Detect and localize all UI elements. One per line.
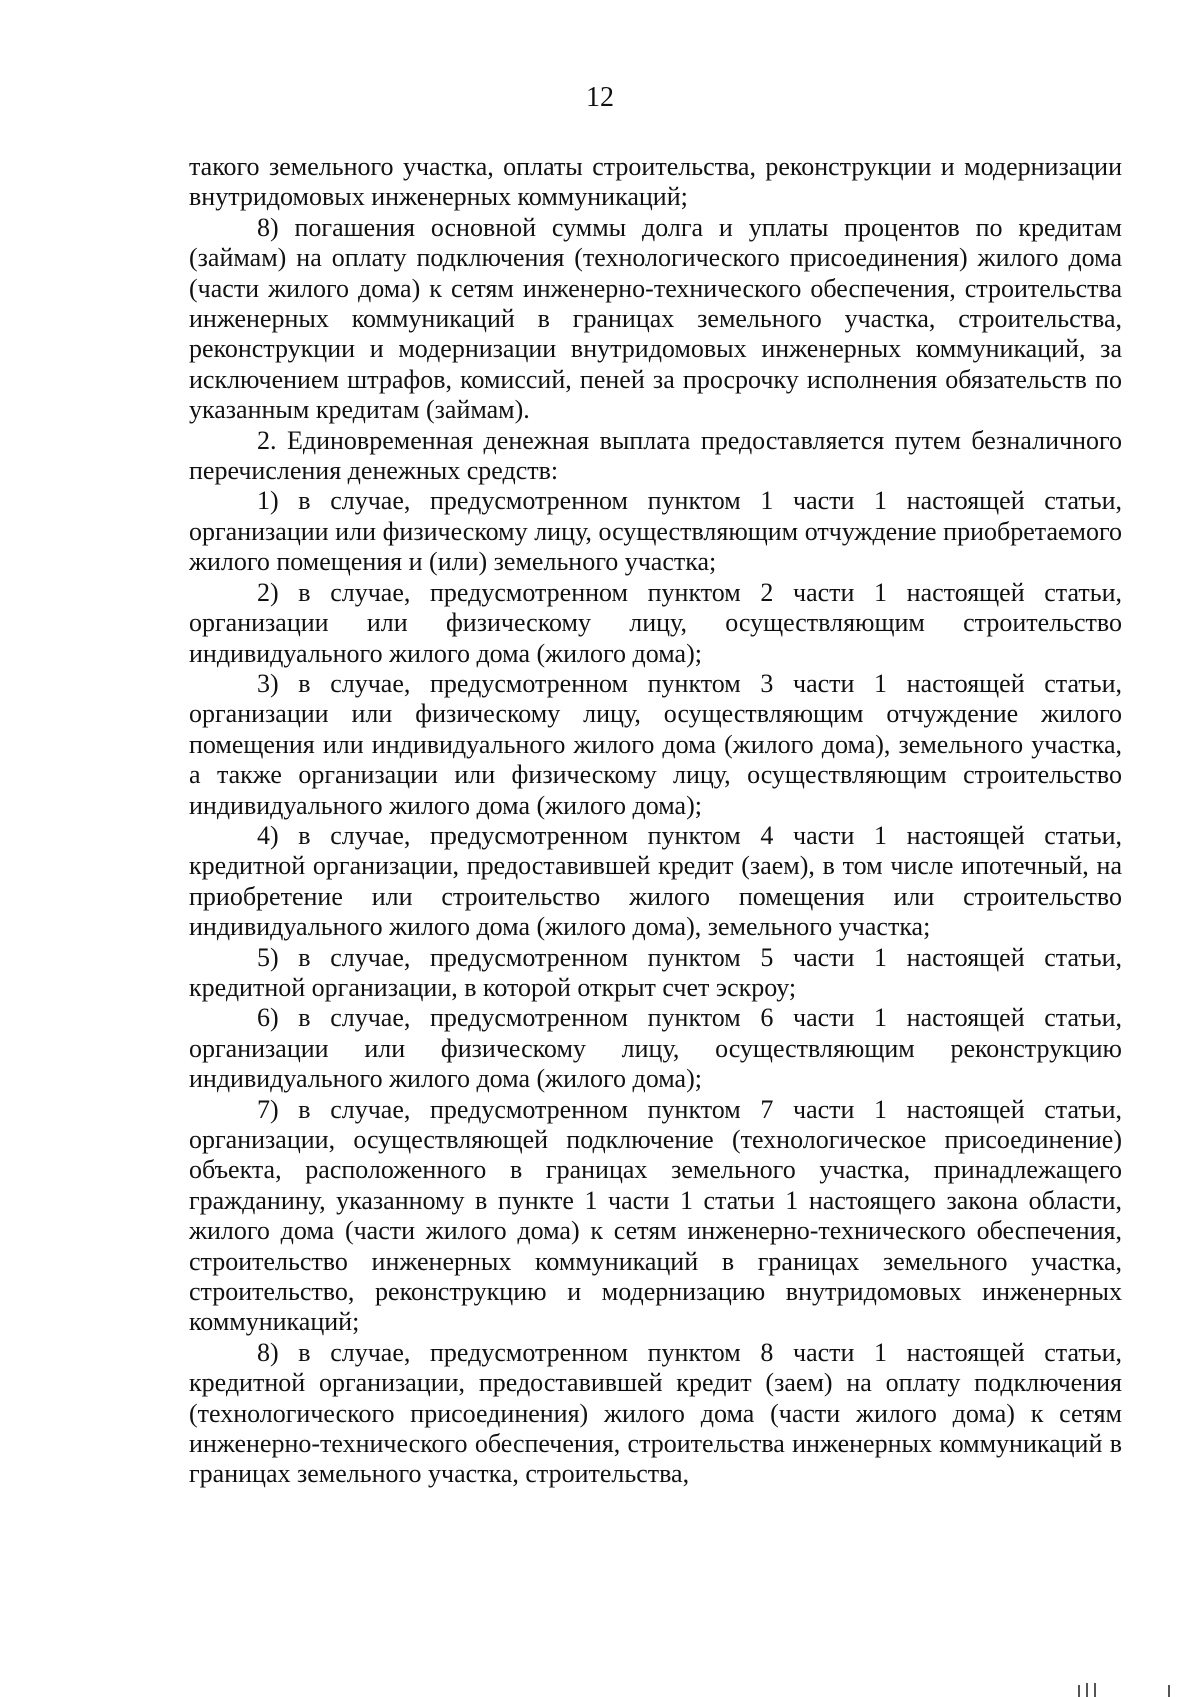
paragraph-continuation: такого земельного участка, оплаты строительства, реконструкции и модернизации внутридомовых инженерных коммуникаций; bbox=[189, 152, 1122, 212]
document-body bbox=[189, 152, 1122, 1490]
paragraph-subitem-2: 2) в случае, предусмотренном пунктом 2 части 1 настоящей статьи, организации или физическому лицу, осуществляющим строительство индивидуального жилого дома (жилого дома); bbox=[189, 577, 1122, 668]
paragraph-item-8-repayment: 8) погашения основной суммы долга и уплаты процентов по кредитам (займам) на оплату подключения (технологического присоединения) жилого дома (части жилого дома) к сетям инженерно-технического обеспечения, строительства инженерных коммуникаций в границах земельного участка, строительства, реконструкции и модернизации внутридомовых инженерных коммуникаций, за исключением штрафов, комиссий, пеней за просрочку исполнения обязательств по указанным кредитам (займам). bbox=[189, 212, 1122, 425]
paragraph-subitem-3: 3) в случае, предусмотренном пунктом 3 части 1 настоящей статьи, организации или физическому лицу, осуществляющим отчуждение жилого помещения или индивидуального жилого дома (жилого дома), земельного участка, а также организации или физическому лицу, осуществляющим строительство индивидуального жилого дома (жилого дома); bbox=[189, 668, 1122, 820]
paragraph-subitem-1: 1) в случае, предусмотренном пунктом 1 части 1 настоящей статьи, организации или физическому лицу, осуществляющим отчуждение приобретаемого жилого помещения и (или) земельного участка; bbox=[189, 486, 1122, 577]
paragraph-subitem-6: 6) в случае, предусмотренном пунктом 6 части 1 настоящей статьи, организации или физическому лицу, осуществляющим реконструкцию индивидуального жилого дома (жилого дома); bbox=[189, 1003, 1122, 1094]
paragraph-subitem-5: 5) в случае, предусмотренном пунктом 5 части 1 настоящей статьи, кредитной организации, в которой открыт счет эскроу; bbox=[189, 942, 1122, 1002]
page-number: 12 bbox=[586, 82, 614, 113]
paragraph-part-2-heading: 2. Единовременная денежная выплата предоставляется путем безналичного перечисления денежных средств: bbox=[189, 425, 1122, 486]
paragraph-subitem-8: 8) в случае, предусмотренном пунктом 8 части 1 настоящей статьи, кредитной организации, предоставившей кредит (заем) на оплату подключения (технологического присоединения) жилого дома (части жилого дома) к сетям инженерно-технического обеспечения, строительства инженерных коммуникаций в границах земельного участка, строительства, bbox=[189, 1337, 1122, 1489]
scan-artifact-marks bbox=[1060, 1680, 1180, 1697]
paragraph-subitem-4: 4) в случае, предусмотренном пунктом 4 части 1 настоящей статьи, кредитной организации, предоставившей кредит (заем), в том числе ипотечный, на приобретение или строительство жилого помещения или строительство индивидуального жилого дома (жилого дома), земельного участка; bbox=[189, 820, 1122, 942]
paragraph-subitem-7: 7) в случае, предусмотренном пунктом 7 части 1 настоящей статьи, организации, осуществляющей подключение (технологическое присоединение) объекта, расположенного в границах земельного участка, принадлежащего гражданину, указанному в пункте 1 части 1 статьи 1 настоящего закона области, жилого дома (части жилого дома) к сетям инженерно-технического обеспечения, строительство инженерных коммуникаций в границах земельного участка, строительство, реконструкцию и модернизацию внутридомовых инженерных коммуникаций; bbox=[189, 1094, 1122, 1337]
